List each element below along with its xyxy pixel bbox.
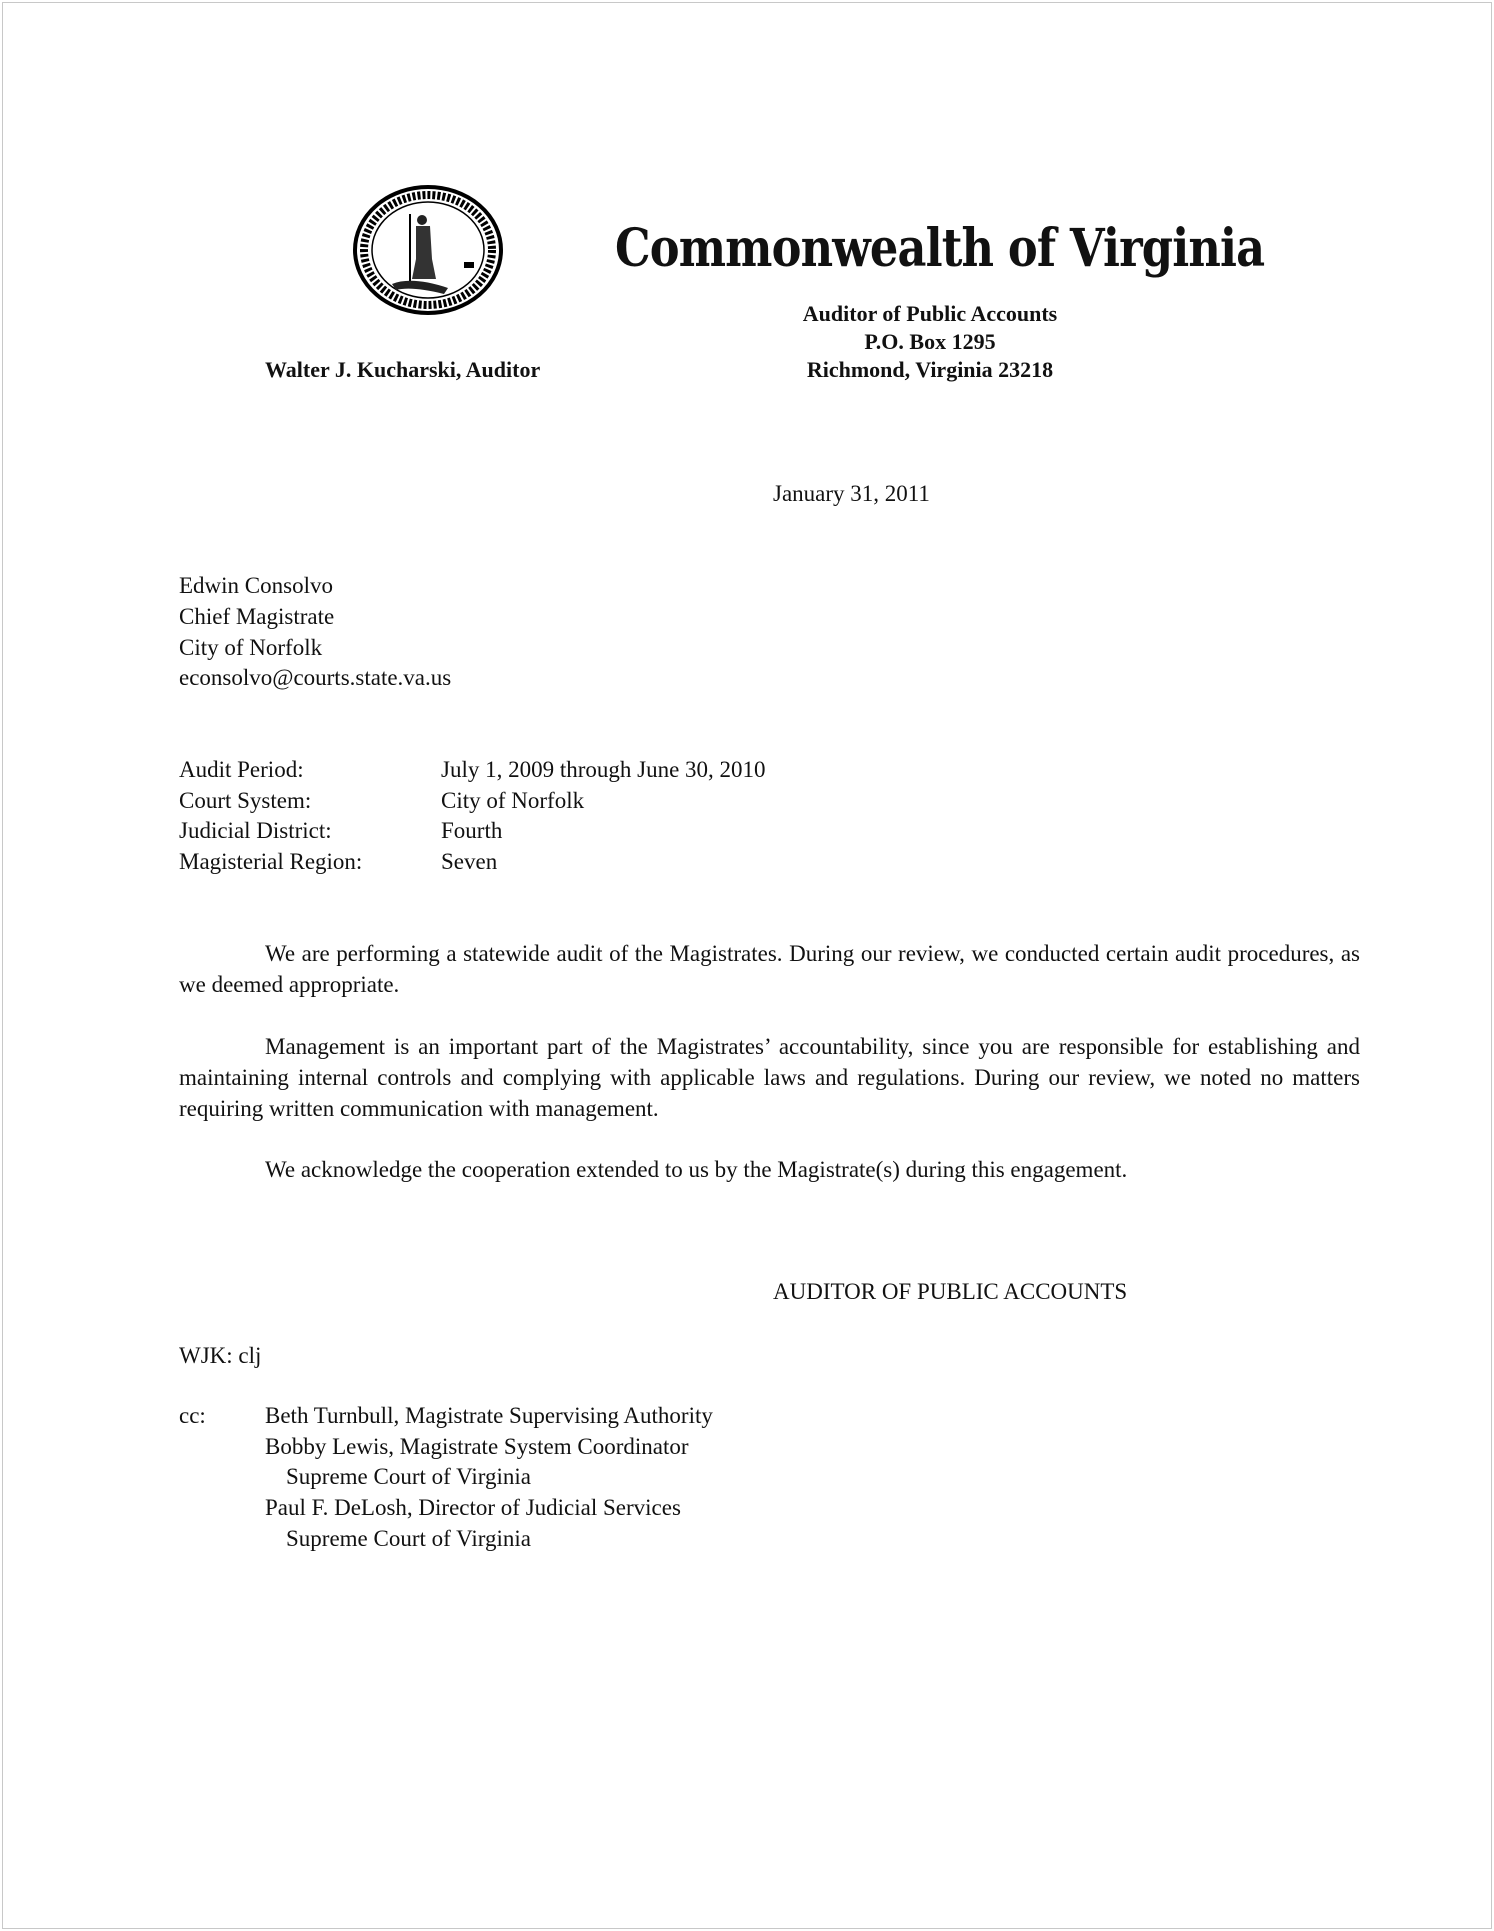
detail-row: [179, 754, 766, 785]
paragraph-3: We acknowledge the cooperation extended to us by the Magistrate(s) during this engagement.: [265, 1157, 1128, 1182]
signature-block: AUDITOR OF PUBLIC ACCOUNTS: [773, 1279, 1128, 1304]
letter-date: January 31, 2011: [773, 481, 930, 506]
recipient-name: Edwin Consolvo: [179, 573, 333, 598]
recipient-email: econsolvo@courts.state.va.us: [179, 665, 452, 690]
detail-label: Judicial District:: [179, 818, 332, 843]
detail-value: Seven: [441, 849, 498, 874]
initials: WJK: clj: [179, 1343, 262, 1368]
detail-value: Fourth: [441, 818, 503, 843]
detail-row: [179, 785, 585, 816]
recipient-title: Chief Magistrate: [179, 604, 335, 629]
cc-line: Paul F. DeLosh, Director of Judicial Services: [265, 1495, 681, 1520]
letterhead-title: Commonwealth of Virginia: [615, 218, 1265, 279]
paragraph-1: We are performing a statewide audit of the Magistrates. During our review, we conducted certain audit procedures, as we deemed appropriate.: [179, 941, 1360, 997]
detail-value: City of Norfolk: [441, 788, 585, 813]
office-name: Auditor of Public Accounts: [802, 301, 1058, 326]
cc-line: Supreme Court of Virginia: [286, 1526, 531, 1551]
detail-label: Court System:: [179, 788, 312, 813]
detail-row: [179, 815, 503, 846]
virginia-seal-logo: [352, 184, 504, 316]
auditor-name: Walter J. Kucharski, Auditor: [265, 357, 541, 382]
detail-label: Magisterial Region:: [179, 849, 363, 874]
cc-line: Bobby Lewis, Magistrate System Coordinator: [265, 1434, 689, 1459]
cc-line: Beth Turnbull, Magistrate Supervising Authority: [265, 1403, 713, 1428]
cc-line: Supreme Court of Virginia: [286, 1464, 531, 1489]
office-city: Richmond, Virginia 23218: [806, 357, 1054, 382]
detail-row: [179, 846, 498, 877]
paragraph-2: Management is an important part of the Magistrates’ accountability, since you are responsible for establishing and maintaining internal controls and complying with applicable laws and regulations. During our review, we noted no matters requiring written communication with management.: [179, 1034, 1360, 1121]
cc-label: cc:: [179, 1403, 206, 1428]
po-box: P.O. Box 1295: [864, 329, 996, 354]
detail-label: Audit Period:: [179, 757, 304, 782]
detail-value: July 1, 2009 through June 30, 2010: [441, 757, 766, 782]
recipient-city: City of Norfolk: [179, 635, 323, 660]
